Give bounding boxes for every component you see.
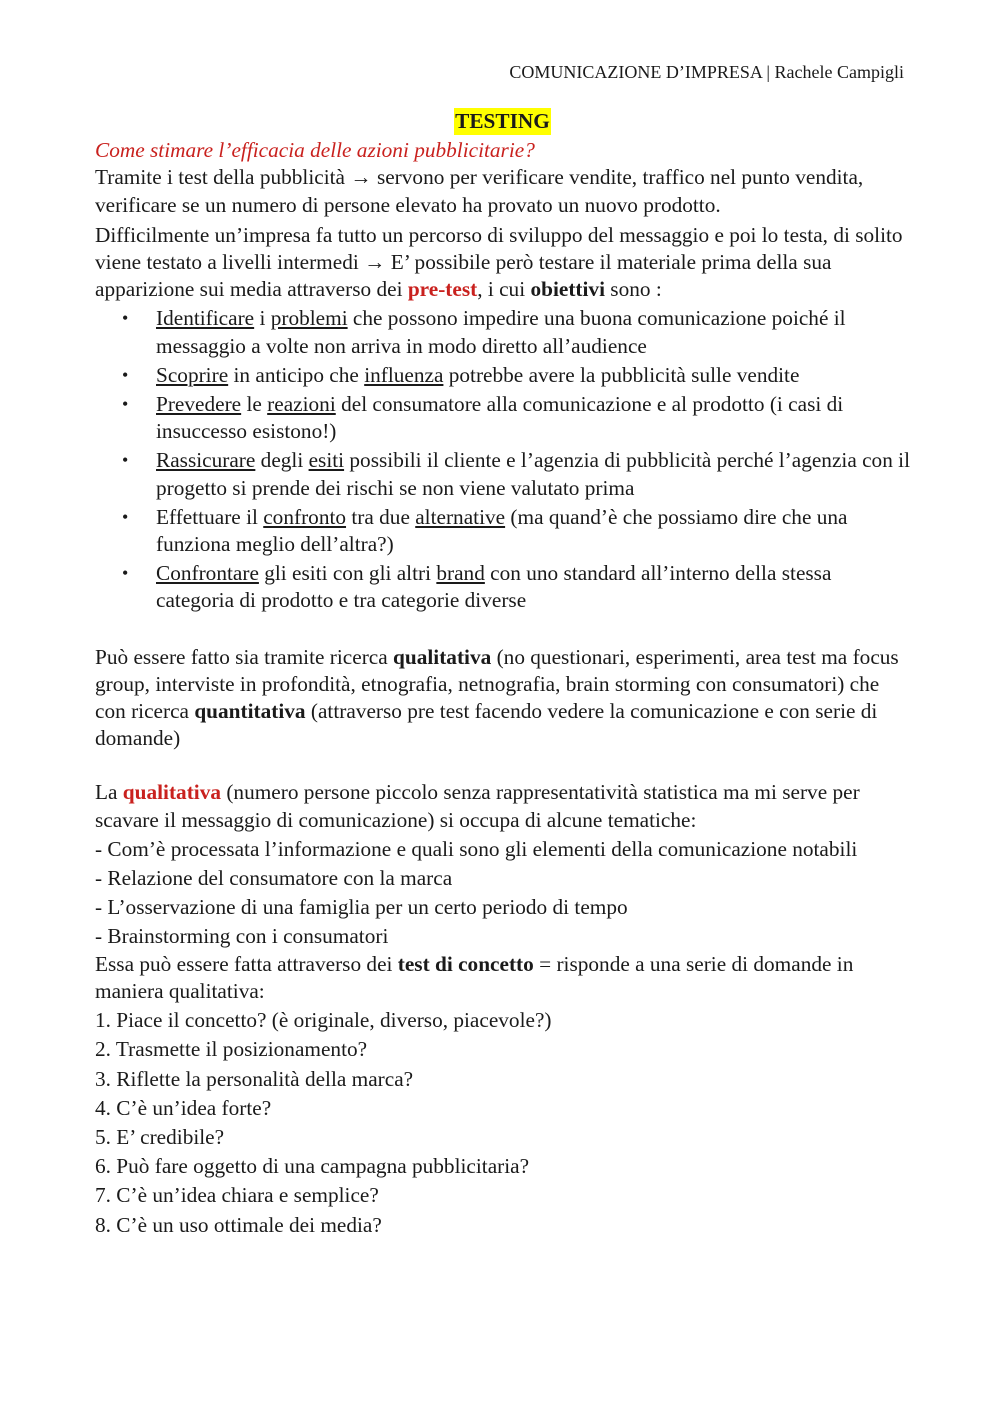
para5-text-a: Essa può essere fatta attraverso dei <box>95 951 398 976</box>
item-text: con uno standard all’interno della stessa categoria di prodotto e tra categorie diverse <box>156 561 832 613</box>
keyword-underlined: brand <box>436 561 485 586</box>
item-text: gli esiti con gli altri <box>258 561 437 586</box>
para4-text-b: (numero persone piccolo senza rappresentatività statistica ma mi serve per scavare il messaggio di comunicazione) si occupa di alcune tematiche: <box>95 780 860 832</box>
item-text: del consumatore alla comunicazione e al prodotto (i casi di insuccesso esistono!) <box>156 392 844 444</box>
list-item <box>95 447 910 501</box>
numbered-item: 5. E’ credibile? <box>95 1124 225 1149</box>
para3-text-c: (attraverso pre test facendo vedere la comunicazione e con serie di domande) <box>95 699 878 751</box>
numbered-item: 3. Riflette la personalità della marca? <box>95 1066 414 1091</box>
concept-test-paragraph <box>95 951 910 1005</box>
item-text: tra due <box>346 504 416 529</box>
keyword-underlined: Scoprire <box>156 362 229 387</box>
quantitativa-keyword: quantitativa <box>194 699 306 724</box>
keyword-underlined: reazioni <box>267 392 336 417</box>
dash-item: - Com’è processata l’informazione e quali sono gli elementi della comunicazione notabili <box>95 836 858 861</box>
keyword-underlined: Identificare <box>156 306 255 331</box>
item-text: i <box>254 306 271 331</box>
page-title: TESTING <box>454 108 551 135</box>
intro2-text-a: Difficilmente un’impresa fa tutto un percorso di sviluppo del messaggio e poi lo testa, di solito viene testato a livelli intermedi → E’ possibile però testare il materiale prima della sua apparizione sui media attraverso dei <box>95 222 903 302</box>
keyword-underlined: problemi <box>270 306 348 331</box>
para4-text-a: La <box>95 780 123 805</box>
keyword-underlined: Rassicurare <box>156 448 256 473</box>
numbered-item: 1. Piace il concetto? (è originale, diverso, piacevole?) <box>95 1008 552 1033</box>
item-text: che possono impedire una buona comunicazione poiché il messaggio a volte non arriva in modo diretto all’audience <box>156 306 846 358</box>
list-item <box>95 504 910 558</box>
dash-item: - Brainstorming con i consumatori <box>95 924 389 949</box>
item-text: possibili il cliente e l’agenzia di pubblicità perché l’agenzia con il progetto si prende dei rischi se non viene valutato prima <box>156 448 911 500</box>
document-body <box>95 108 910 1239</box>
obiettivi-keyword: obiettivi <box>530 277 605 302</box>
item-text: (ma quand’è che possiamo dire che una funziona meglio dell’altra?) <box>156 504 848 557</box>
para3-text-b: (no questionari, esperimenti, area test ma focus group, interviste in profondità, etnografia, netnografia, brain storming con consumatori) che con ricerca <box>95 644 899 724</box>
numbered-item: 8. C’è un uso ottimale dei media? <box>95 1212 382 1237</box>
pretest-keyword: pre-test <box>407 277 478 302</box>
para3-text-a: Può essere fatto sia tramite ricerca <box>95 644 394 669</box>
intro2-text-b: , i cui <box>477 277 531 302</box>
numbered-item: 7. C’è un’idea chiara e semplice? <box>95 1183 379 1208</box>
list-item <box>95 305 910 359</box>
qualitativa-keyword: qualitativa <box>393 644 492 669</box>
numbered-item: 2. Trasmette il posizionamento? <box>95 1037 368 1062</box>
keyword-underlined: influenza <box>364 362 444 387</box>
numbered-item: 4. C’è un’idea forte? <box>95 1095 272 1120</box>
intro2-text-c: sono : <box>604 277 662 302</box>
title-row <box>95 108 910 135</box>
objectives-list <box>95 305 910 614</box>
subtitle-question: Come stimare l’efficacia delle azioni pubblicitarie? <box>95 138 535 163</box>
keyword-underlined: confronto <box>263 504 347 529</box>
numbered-item: 6. Può fare oggetto di una campagna pubblicitaria? <box>95 1154 530 1179</box>
para5-text-c: = risponde a una serie di domande in maniera qualitativa: <box>95 951 854 1003</box>
dash-item: - Relazione del consumatore con la marca <box>95 866 453 891</box>
item-text: le <box>241 392 268 417</box>
item-text: in anticipo che <box>228 362 365 387</box>
item-text: Effettuare il <box>156 504 264 529</box>
keyword-underlined: Prevedere <box>156 392 242 417</box>
page-header: COMUNICAZIONE D’IMPRESA | Rachele Campigli <box>509 62 904 82</box>
intro-paragraph-1: Tramite i test della pubblicità → servono per verificare vendite, traffico nel punto vendita, verificare se un numero di persone elevato ha provato un nuovo prodotto. <box>95 165 864 217</box>
intro-paragraph-2 <box>95 222 910 304</box>
list-item <box>95 391 910 445</box>
keyword-underlined: Confrontare <box>156 561 259 586</box>
item-text: degli <box>255 448 309 473</box>
test-di-concetto-keyword: test di concetto <box>397 951 534 976</box>
list-item <box>95 362 910 389</box>
item-text: potrebbe avere la pubblicità sulle vendite <box>443 362 800 387</box>
research-paragraph <box>95 644 910 753</box>
dash-item: - L’osservazione di una famiglia per un certo periodo di tempo <box>95 895 628 920</box>
list-item <box>95 560 910 614</box>
spacer <box>95 617 910 644</box>
qualitative-paragraph <box>95 779 910 833</box>
qualitativa-red-keyword: qualitativa <box>122 780 222 805</box>
spacer <box>95 752 910 779</box>
keyword-underlined: esiti <box>308 448 345 473</box>
keyword-underlined: alternative <box>415 504 506 529</box>
